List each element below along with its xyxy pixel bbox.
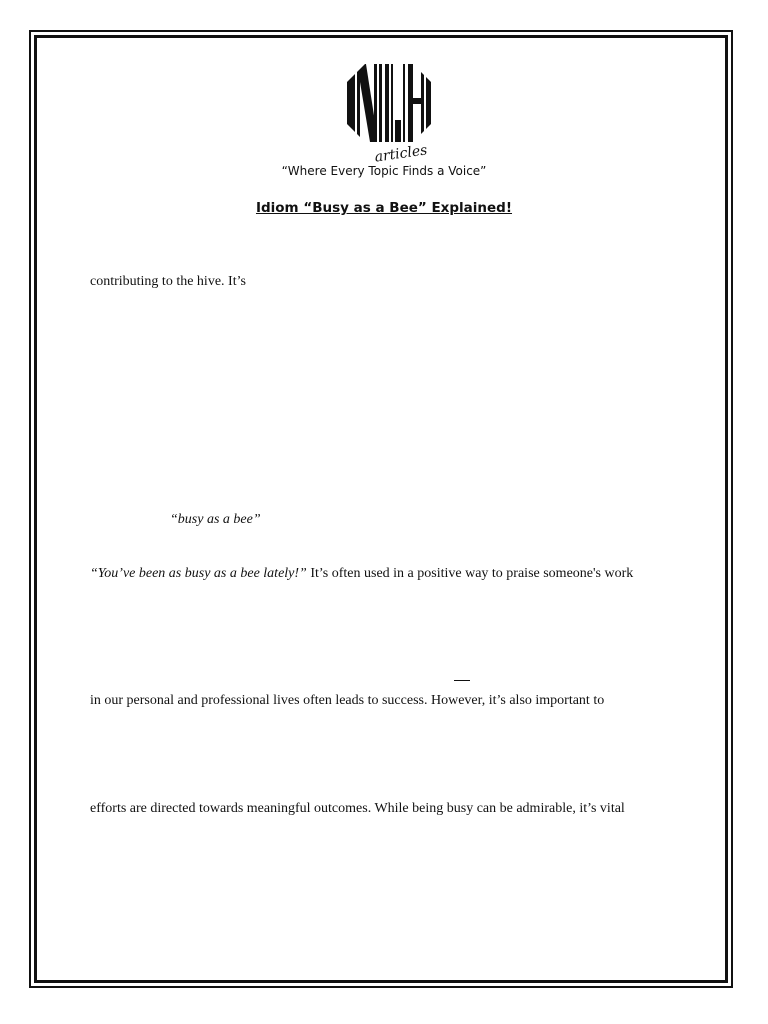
example-rest: It’s often used in a positive way to praise someone's work	[306, 566, 634, 581]
logo-subtext: articles	[373, 142, 429, 162]
logo-mark	[341, 62, 437, 162]
body-line-1: contributing to the hive. It’s	[90, 274, 246, 289]
body-line-idiom: “busy as a bee”	[170, 512, 261, 527]
tagline: “Where Every Topic Finds a Voice”	[281, 164, 487, 178]
example-quote: “You’ve been as busy as a bee lately!”	[90, 566, 307, 581]
body-line-success: in our personal and professional lives often leads to success. However, it’s also important to	[90, 693, 605, 708]
body-line-efforts: efforts are directed towards meaningful outcomes. While being busy can be admirable, it’s vital	[90, 801, 625, 816]
nuh-articles-logo	[341, 62, 437, 162]
em-dash-mark	[454, 680, 470, 681]
body-line-example	[90, 565, 633, 583]
article-title: Idiom “Busy as a Bee” Explained!	[255, 200, 513, 216]
